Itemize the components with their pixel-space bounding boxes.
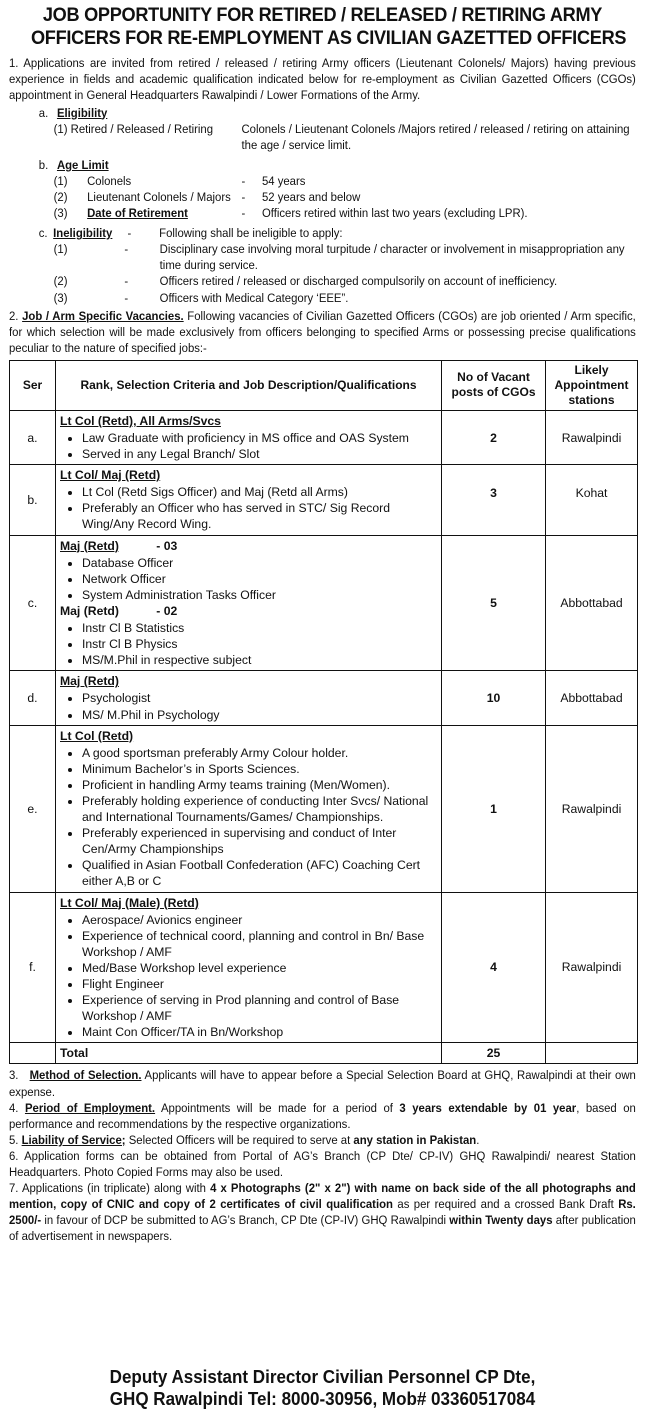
inelig-row-text: Disciplinary case involving moral turpitude / character or involvement in misappropriation any time during service. (159, 242, 625, 273)
list-item: • MS/M.Phil in respective subject (82, 652, 437, 668)
para3-text: Applicants will have to appear before a Special Selection Board at GHQ, Rawalpindi at their own expense. (9, 1068, 636, 1099)
para4-heading: Period of Employment. (24, 1100, 156, 1115)
row-description (56, 725, 442, 892)
para7-bold: 4 x Photographs (2" x 2") with name on back side of the all photographs and mention, copy of CNIC and copy of 2 certificates of civil qualification (9, 1181, 636, 1212)
age-row-dash: - (241, 173, 246, 188)
list-item: • Psychologist (82, 690, 437, 706)
row-count: - 03 (156, 538, 178, 553)
table-header-row (10, 360, 638, 410)
header-posts: No of Vacant posts of CGOs (442, 360, 546, 410)
header-stations: Likely Appointment stations (546, 360, 638, 410)
row-bullets (60, 690, 437, 722)
para5-text: Selected Officers will be required to serve at (125, 1132, 354, 1147)
row-station: Abbottabad (546, 671, 638, 725)
para4-text: , based on performance and recommendations by the respective organizations. (9, 1100, 636, 1131)
row-bullets (60, 745, 437, 890)
inelig-row-dash: - (124, 242, 129, 257)
age-limit-row (54, 205, 636, 221)
row-description (56, 535, 442, 671)
list-item: • Lt Col (Retd Sigs Officer) and Maj (Retd all Arms) (82, 484, 437, 500)
inelig-row-no: (2) (53, 274, 68, 289)
row-heading: Maj (Retd) (60, 603, 119, 618)
row-posts: 10 (442, 671, 546, 725)
para4-text: Appointments will be made for a period of (155, 1100, 400, 1115)
ineligibility-dash: - (127, 226, 132, 241)
ineligibility-row (54, 290, 636, 306)
para2-text: Following vacancies of Civilian Gazetted Officers (CGOs) are job oriented / Arm specific, for which selection will be made exclusively from officers belonging to specified Arms or possessing precise qualifications peculiar to the nature of specified jobs:- (9, 308, 636, 355)
inelig-row-dash: - (124, 290, 129, 305)
para2-heading: Job / Arm Specific Vacancies. (22, 308, 184, 323)
list-item: • Preferably holding experience of conducting Inter Svcs/ National and International Tournaments/Games/ Championships. (82, 793, 437, 825)
list-item: • Minimum Bachelor’s in Sports Sciences. (82, 761, 437, 777)
list-item: • Aerospace/ Avionics engineer (82, 912, 437, 928)
row-bullets (60, 484, 437, 532)
list-item: • System Administration Tasks Officer (82, 587, 437, 603)
table-total-row (10, 1043, 638, 1064)
age-row-no: (2) (53, 189, 68, 204)
list-item: • Experience of serving in Prod planning and control of Base Workshop / AMF (82, 992, 437, 1024)
para3-number: 3. (9, 1068, 19, 1083)
total-empty-cell (10, 1043, 56, 1064)
eligibility-label: a. (38, 105, 49, 120)
inelig-row-text: Officers retired / released or discharged compulsorily on account of inefficiency. (159, 274, 558, 289)
para3 (9, 1067, 636, 1099)
total-label: Total (56, 1043, 442, 1064)
list-item: • Preferably an Officer who has served in STC/ Sig Record Wing/Any Record Wing. (82, 500, 437, 532)
row-bullets (60, 555, 437, 603)
row-station: Kohat (546, 465, 638, 535)
para7-text: as per required and a crossed Bank Draft (392, 1197, 619, 1212)
footer-line-2: GHQ Rawalpindi Tel: 8000-30956, Mob# 03360517084 (109, 1388, 536, 1410)
para7 (9, 1180, 636, 1244)
header-description: Rank, Selection Criteria and Job Description/Qualifications (56, 360, 442, 410)
row-count: - 02 (156, 603, 178, 618)
para2-number: 2. (9, 308, 19, 323)
eligibility-section (39, 105, 636, 121)
list-item: • Med/Base Workshop level experience (82, 960, 437, 976)
inelig-row-no: (3) (53, 290, 68, 305)
row-ser: e. (10, 725, 56, 892)
row-bullets (60, 620, 437, 668)
row-ser: a. (10, 410, 56, 464)
ineligibility-lead: Following shall be ineligible to apply: (159, 226, 343, 241)
age-row-dash: - (241, 189, 246, 204)
list-item: • Preferably experienced in supervising and conduct of Inter Cen/Army Championships (82, 825, 437, 857)
para5-text: . (476, 1132, 480, 1147)
para7-bold: Rs. 2500/- (9, 1197, 636, 1228)
list-item: • A good sportsman preferably Army Colour holder. (82, 745, 437, 761)
table-row (10, 725, 638, 892)
ineligibility-row (54, 273, 636, 289)
eligibility-item (54, 121, 636, 153)
age-limit-row (54, 173, 636, 189)
row-posts: 2 (442, 410, 546, 464)
ineligibility-row (54, 241, 636, 273)
list-item: • Law Graduate with proficiency in MS office and OAS System (82, 430, 437, 446)
age-row-value: Officers retired within last two years (excluding LPR). (261, 206, 528, 221)
row-description (56, 465, 442, 535)
header-ser: Ser (10, 360, 56, 410)
row-heading: Maj (Retd) (60, 538, 119, 553)
footer-line-1: Deputy Assistant Director Civilian Personnel CP Dte, (109, 1366, 536, 1388)
row-ser: f. (10, 892, 56, 1043)
table-row (10, 465, 638, 535)
total-empty-cell (546, 1043, 638, 1064)
para5-number: 5. (9, 1132, 19, 1147)
list-item: • MS/ M.Phil in Psychology (82, 707, 437, 723)
para5 (9, 1132, 636, 1148)
para7-bold: within Twenty days (449, 1213, 553, 1228)
row-station: Rawalpindi (546, 892, 638, 1043)
para7-text: in favour of DCP be submitted to AG’s Branch, CP Dte (CP-IV) GHQ Rawalpindi (41, 1213, 450, 1228)
row-heading: Lt Col (Retd), All Arms/Svcs (60, 413, 221, 428)
row-station: Abbottabad (546, 535, 638, 671)
inelig-row-dash: - (124, 274, 129, 289)
table-row (10, 892, 638, 1043)
age-row-rank: Date of Retirement (87, 206, 188, 221)
list-item: • Proficient in handling Army teams training (Men/Women). (82, 777, 437, 793)
para5-heading: Liability of Service; (21, 1132, 126, 1147)
age-limit-section (39, 157, 636, 173)
list-item: • Database Officer (82, 555, 437, 571)
para6: 6. Application forms can be obtained from Portal of AG’s Branch (CP Dte/ CP-IV) GHQ Rawalpindi/ nearest Station Headquarters. Photo Copied Forms may also be used. (9, 1148, 636, 1180)
table-row (10, 671, 638, 725)
age-row-rank: Lieutenant Colonels / Majors (87, 189, 231, 204)
ad-title (30, 4, 627, 49)
row-posts: 4 (442, 892, 546, 1043)
row-description (56, 410, 442, 464)
eligibility-heading: Eligibility (56, 105, 108, 120)
row-heading: Maj (Retd) (60, 674, 119, 689)
vacancies-table (9, 360, 638, 1065)
vacancies-paragraph (9, 308, 636, 356)
inelig-row-text: Officers with Medical Category ‘EEE”. (159, 290, 349, 305)
list-item: • Experience of technical coord, planning and control in Bn/ Base Workshop / AMF (82, 928, 437, 960)
age-row-no: (3) (53, 206, 68, 221)
list-item: • Qualified in Asian Football Confederation (AFC) Coaching Cert either A,B or C (82, 857, 437, 889)
para5-bold: any station in Pakistan (353, 1132, 477, 1147)
eligibility-item-no: (1) Retired / Released / Retiring (53, 121, 214, 136)
row-group-1-title (60, 538, 437, 554)
para7-text: 7. Applications (in triplicate) along with (9, 1181, 211, 1196)
ineligibility-label: c. (38, 226, 48, 241)
title-line-2: OFFICERS FOR RE-EMPLOYMENT AS CIVILIAN GAZETTED OFFICERS (30, 26, 627, 49)
list-item: • Instr Cl B Statistics (82, 620, 437, 636)
title-line-1: JOB OPPORTUNITY FOR RETIRED / RELEASED / RETIRING ARMY (42, 4, 603, 26)
para4-number: 4. (9, 1100, 19, 1115)
contact-footer (0, 1366, 645, 1410)
row-heading: Lt Col/ Maj (Male) (Retd) (60, 895, 199, 910)
list-item: • Maint Con Officer/TA in Bn/Workshop (82, 1024, 437, 1040)
list-item: • Served in any Legal Branch/ Slot (82, 446, 437, 462)
row-station: Rawalpindi (546, 725, 638, 892)
list-item: • Flight Engineer (82, 976, 437, 992)
age-limit-heading: Age Limit (56, 157, 109, 172)
age-row-no: (1) (53, 173, 68, 188)
age-limit-label: b. (38, 157, 49, 172)
row-description (56, 892, 442, 1043)
para4 (9, 1100, 636, 1132)
row-group-2-title (60, 603, 437, 619)
row-ser: d. (10, 671, 56, 725)
para3-heading: Method of Selection. (29, 1068, 142, 1083)
row-posts: 3 (442, 465, 546, 535)
table-row (10, 535, 638, 671)
row-heading: Lt Col (Retd) (60, 728, 134, 743)
age-row-rank: Colonels (87, 173, 132, 188)
inelig-row-no: (1) (53, 242, 68, 257)
age-row-dash: - (241, 206, 246, 221)
table-row (10, 410, 638, 464)
row-posts: 5 (442, 535, 546, 671)
list-item: • Instr Cl B Physics (82, 636, 437, 652)
list-item: • Network Officer (82, 571, 437, 587)
para4-bold: 3 years extendable by 01 year (399, 1100, 577, 1115)
para7-text: after publication of advertisement in newspapers. (9, 1213, 636, 1244)
total-value: 25 (442, 1043, 546, 1064)
age-row-value: 52 years and below (261, 189, 361, 204)
row-ser: b. (10, 465, 56, 535)
ad-terms (9, 1067, 636, 1244)
age-row-value: 54 years (261, 173, 306, 188)
row-bullets (60, 912, 437, 1041)
row-bullets (60, 430, 437, 462)
row-heading: Lt Col/ Maj (Retd) (60, 468, 161, 483)
row-posts: 1 (442, 725, 546, 892)
row-description (56, 671, 442, 725)
row-station: Rawalpindi (546, 410, 638, 464)
ineligibility-heading: Ineligibility (53, 226, 113, 241)
age-limit-row (54, 189, 636, 205)
row-ser: c. (10, 535, 56, 671)
ineligibility-section (39, 225, 636, 241)
intro-paragraph: 1. Applications are invited from retired / released / retiring Army officers (Lieutenant Colonels/ Majors) having previous experience in fields and academic qualification indicated below for re-employment as Civilian Gazetted Officers (CGOs) appointment in General Headquarters Rawalpindi / Lower Formations of the Army. (9, 56, 636, 103)
eligibility-text: Colonels / Lieutenant Colonels /Majors retired / released / retiring on attaining the age / service limit. (241, 121, 630, 152)
ad-body (9, 55, 636, 356)
